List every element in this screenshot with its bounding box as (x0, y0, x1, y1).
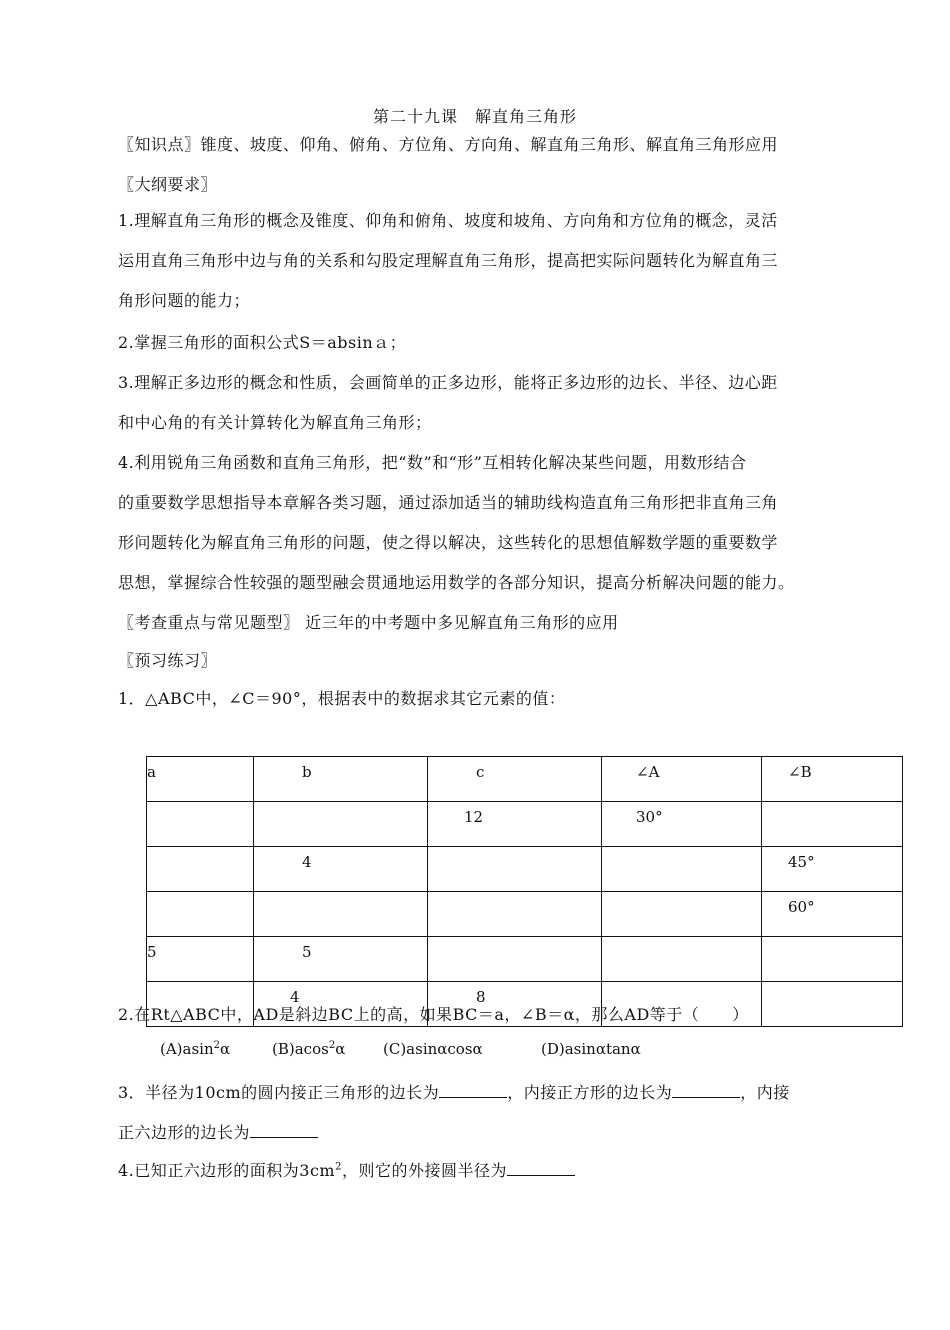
answer-blank[interactable] (250, 1123, 318, 1138)
table-cell: 30° (602, 802, 762, 847)
table-cell (602, 937, 762, 982)
question-3-line-1 (118, 1080, 790, 1103)
answer-blank[interactable] (672, 1083, 740, 1098)
table-header-cell: ∠A (602, 757, 762, 802)
data-table (146, 756, 903, 1027)
table-cell (602, 847, 762, 892)
table-cell (602, 892, 762, 937)
q4-text-2: ，则它的外接圆半径为 (341, 1161, 507, 1180)
question-2-option-d: (D)asinαtanα (541, 1040, 641, 1058)
requirement-4-line-4: 思想，掌握综合性较强的题型融会贯通地运用数学的各部分知识，提高分析解决问题的能力。 (118, 573, 795, 592)
focus-line: 〖考查重点与常见题型〗 近三年的中考题中多见解直角三角形的应用 (118, 613, 619, 632)
option-b-symbol: α (335, 1040, 346, 1058)
table-cell: 60° (762, 892, 903, 937)
requirement-2: 2.掌握三角形的面积公式S＝absinａ； (118, 333, 407, 352)
requirement-3-line-2: 和中心角的有关计算转化为解直角三角形； (118, 413, 432, 432)
knowledge-points: 〖知识点〗锥度、坡度、仰角、俯角、方位角、方向角、解直角三角形、解直角三角形应用 (118, 135, 779, 154)
table-row (147, 802, 903, 847)
table-cell (147, 892, 254, 937)
page-title: 第二十九课 解直角三角形 (372, 107, 577, 126)
question-2-option-c: (C)asinαcosα (383, 1040, 483, 1058)
option-b-superscript: 2 (328, 1040, 336, 1051)
answer-blank[interactable] (439, 1083, 507, 1098)
q4-superscript: 2 (335, 1161, 342, 1173)
option-a-symbol: α (220, 1040, 231, 1058)
table-header-cell: b (254, 757, 428, 802)
table-cell (254, 802, 428, 847)
requirement-4-line-1: 4.利用锐角三角函数和直角三角形，把“数”和“形”互相转化解决某些问题，用数形结合 (118, 453, 747, 472)
table-cell (428, 847, 602, 892)
table-row (147, 847, 903, 892)
question-2: 2.在Rt△ABC中，AD是斜边BC上的高，如果BC＝a，∠B＝α，那么AD等于（ ） (118, 1005, 749, 1024)
table-cell (428, 892, 602, 937)
table-cell: 5 (147, 937, 254, 982)
question-4 (118, 1158, 575, 1181)
practice-heading: 〖预习练习〗 (118, 651, 218, 670)
requirement-4-line-3: 形问题转化为解直角三角形的问题，使之得以解决，这些转化的思想值解数学题的重要数学 (118, 533, 779, 552)
table-cell (254, 892, 428, 937)
requirement-1-line-1: 1.理解直角三角形的概念及锥度、仰角和俯角、坡度和坡角、方向角和方位角的概念，灵活 (118, 211, 778, 230)
table-header-cell: a (147, 757, 254, 802)
option-a-text: (A)asin (160, 1040, 214, 1058)
q3-text-4: 正六边形的边长为 (118, 1123, 251, 1142)
table-cell: 4 (254, 847, 428, 892)
syllabus-heading: 〖大纲要求〗 (118, 175, 218, 194)
table-row (147, 937, 903, 982)
option-b-text: (B)acos (272, 1040, 329, 1058)
question-3-line-2 (118, 1120, 318, 1143)
table-cell: 5 (254, 937, 428, 982)
question-2-option-a (160, 1040, 230, 1058)
q4-text-1: 4.已知正六边形的面积为3cm (118, 1161, 336, 1180)
question-2-option-b (272, 1040, 345, 1058)
table-cell (762, 982, 903, 1027)
table-cell: 4 (254, 982, 428, 1027)
table-cell (762, 937, 903, 982)
question-1: 1．△ABC中，∠C＝90°，根据表中的数据求其它元素的值： (118, 689, 566, 708)
requirement-3-line-1: 3.理解正多边形的概念和性质，会画简单的正多边形，能将正多边形的边长、半径、边心距 (118, 373, 778, 392)
table-cell (762, 802, 903, 847)
requirement-1-line-3: 角形问题的能力； (118, 291, 251, 310)
table-row (147, 892, 903, 937)
answer-blank[interactable] (507, 1161, 575, 1176)
requirement-4-line-2: 的重要数学思想指导本章解各类习题，通过添加适当的辅助线构造直角三角形把非直角三角 (118, 493, 779, 512)
table-cell: 8 (428, 982, 602, 1027)
q3-text-2: ，内接正方形的边长为 (507, 1083, 673, 1102)
table-cell: 12 (428, 802, 602, 847)
table-cell: 45° (762, 847, 903, 892)
q3-text-3: ，内接 (740, 1083, 790, 1102)
option-a-superscript: 2 (213, 1040, 221, 1051)
q3-text-1: 3．半径为10cm的圆内接正三角形的边长为 (118, 1083, 440, 1102)
table-cell (428, 937, 602, 982)
requirement-1-line-2: 运用直角三角形中边与角的关系和勾股定理解直角三角形，提高把实际问题转化为解直角三 (118, 251, 779, 270)
table-header-row (147, 757, 903, 802)
table-cell (147, 802, 254, 847)
table-header-cell: c (428, 757, 602, 802)
table-cell (147, 847, 254, 892)
table-header-cell: ∠B (762, 757, 903, 802)
